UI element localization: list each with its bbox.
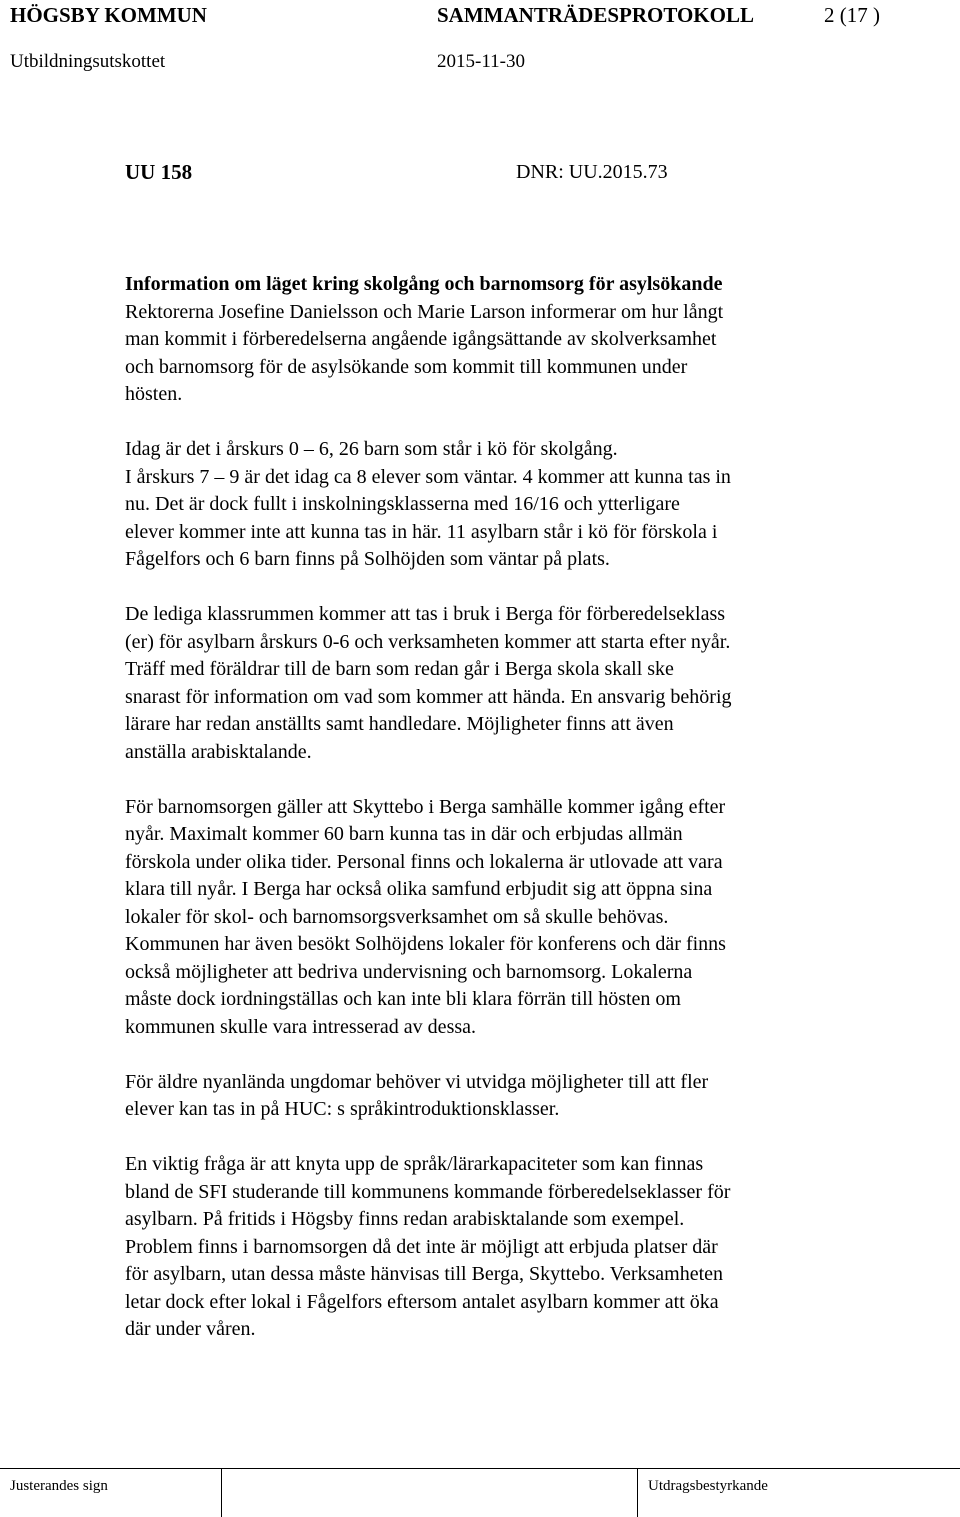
text-line: Problem finns i barnomsorgen då det inte är möjligt att erbjuda platser där [125, 1235, 718, 1258]
text-line: De lediga klassrummen kommer att tas i bruk i Berga för förberedelseklass [125, 603, 726, 625]
text-line: Träff med föräldrar till de barn som redan går i Berga skola skall ske [125, 658, 674, 680]
footer-rule [0, 1468, 960, 1469]
paragraph-intro [125, 299, 955, 409]
text-line: förskola under olika tider. Personal finns och lokalerna är utlovade att vara [125, 850, 723, 873]
utdragsbestyrkande-label: Utdragsbestyrkande [648, 1478, 768, 1494]
text-line: För barnomsorgen gäller att Skyttebo i Berga samhälle kommer igång efter [125, 795, 726, 818]
text-line: (er) för asylbarn årskurs 0-6 och verksamheten kommer att starta efter nyår. [125, 630, 731, 653]
text-line: asylbarn. På fritids i Högsby finns redan arabisktalande som exempel. [125, 1208, 685, 1230]
paragraph-classrooms [125, 601, 955, 766]
text-line: elever kommer inte att kunna tas in här. 11 asylbarn står i kö för förskola i [125, 520, 718, 543]
municipality-name: HÖGSBY KOMMUN [10, 3, 207, 27]
text-line: Rektorerna Josefine Danielsson och Marie Larson informerar om hur långt [125, 300, 724, 323]
text-line: klara till nyår. I Berga har också olika samfund erbjudit sig att öppna sina [125, 878, 713, 900]
paragraph-youth [125, 1069, 955, 1124]
footer-divider [221, 1468, 222, 1517]
text-line: nu. Det är dock fullt i inskolningsklasserna med 16/16 och ytterligare [125, 493, 680, 515]
text-line: bland de SFI studerande till kommunens kommande förberedelseklasser för [125, 1180, 731, 1203]
text-line: lärare har redan anställts samt handledare. Möjligheter finns att även [125, 713, 674, 735]
paragraph-childcare [125, 794, 955, 1042]
signature-footer [0, 1468, 960, 1517]
text-line: också möjligheter att bedriva undervisning och barnomsorg. Lokalerna [125, 960, 693, 983]
text-line: nyår. Maximalt kommer 60 barn kunna tas in där och erbjudas allmän [125, 823, 683, 845]
text-line: letar dock efter lokal i Fågelfors eftersom antalet asylbarn kommer att öka [125, 1290, 719, 1313]
text-line: måste dock iordningställas och kan inte bli klara förrän till hösten om [125, 988, 681, 1010]
text-line: kommunen skulle vara intresserad av dessa. [125, 1015, 477, 1038]
text-line: elever kan tas in på HUC: s språkintroduktionsklasser. [125, 1098, 560, 1120]
text-line: snarast för information om vad som kommer att hända. En ansvarig behörig [125, 685, 732, 708]
case-number: UU 158 [125, 160, 193, 184]
text-line: hösten. [125, 383, 183, 405]
text-line: Kommunen har även besökt Solhöjdens lokaler för konferens och där finns [125, 933, 726, 955]
meeting-date: 2015-11-30 [437, 51, 525, 72]
text-line: anställa arabisktalande. [125, 740, 312, 763]
document-type: SAMMANTRÄDESPROTOKOLL [437, 3, 754, 27]
page-number: 2 (17 ) [824, 3, 880, 27]
committee-name: Utbildningsutskottet [10, 51, 166, 72]
text-line: för asylbarn, utan dessa måste hänvisas till Berga, Skyttebo. Verksamheten [125, 1263, 724, 1285]
text-line: Fågelfors och 6 barn finns på Solhöjden som väntar på plats. [125, 548, 610, 570]
paragraph-queue [125, 436, 955, 574]
text-line: För äldre nyanlända ungdomar behöver vi utvidga möjligheter till att fler [125, 1070, 709, 1093]
section-heading-text: Information om läget kring skolgång och barnomsorg för asylsökande [125, 273, 723, 295]
text-line: Idag är det i årskurs 0 – 6, 26 barn som står i kö för skolgång. [125, 438, 618, 460]
diary-number: DNR: UU.2015.73 [516, 161, 668, 183]
text-line: och barnomsorg för de asylsökande som kommit till kommunen under [125, 355, 688, 378]
text-line: man kommit i förberedelserna angående igångsättande av skolverksamhet [125, 328, 717, 350]
text-line: En viktig fråga är att knyta upp de språk/lärarkapaciteter som kan finnas [125, 1153, 704, 1175]
paragraph-language [125, 1151, 955, 1344]
footer-divider [637, 1468, 638, 1517]
text-line: där under våren. [125, 1318, 256, 1340]
section-heading [125, 271, 955, 299]
justerandes-sign-label: Justerandes sign [10, 1478, 108, 1494]
minutes-body [125, 271, 955, 1344]
text-line: I årskurs 7 – 9 är det idag ca 8 elever som väntar. 4 kommer att kunna tas in [125, 465, 731, 488]
text-line: lokaler för skol- och barnomsorgsverksamhet om så skulle behövas. [125, 905, 669, 928]
